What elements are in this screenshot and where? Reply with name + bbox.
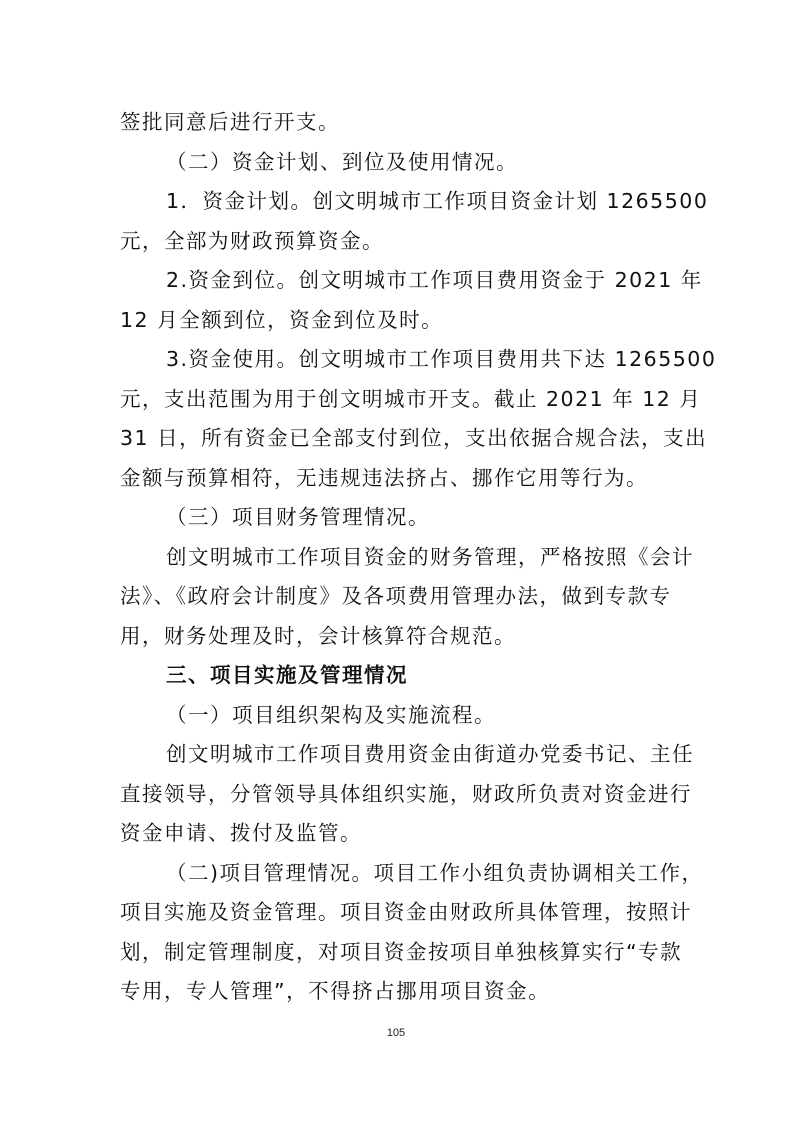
text-line-23: 专用，专人管理”，不得挤占挪用项目资金。 bbox=[120, 979, 551, 1003]
subsection-heading-funds: （二）资金计划、到位及使用情况。 bbox=[166, 150, 518, 174]
text-line-20: （二)项目管理情况。项目工作小组负责协调相关工作， bbox=[166, 861, 704, 885]
text-line-5: 2.资金到位。创文明城市工作项目费用资金于 2021 年 bbox=[166, 268, 703, 292]
text-line-12: 创文明城市工作项目资金的财务管理，严格按照《会计 bbox=[166, 545, 694, 569]
text-line-17: 创文明城市工作项目费用资金由街道办党委书记、主任 bbox=[166, 742, 694, 766]
text-line-8: 元，支出范围为用于创文明城市开支。截止 2021 年 12 月 bbox=[120, 387, 702, 411]
text-line-13: 法》、《政府会计制度》及各项费用管理办法，做到专款专 bbox=[120, 584, 672, 608]
text-line-18: 直接领导，分管领导具体组织实施，财政所负责对资金进行 bbox=[120, 782, 692, 806]
subsection-heading-organization: （一）项目组织架构及实施流程。 bbox=[166, 703, 496, 727]
subsection-heading-finance: （三）项目财务管理情况。 bbox=[166, 505, 430, 529]
text-line-4: 元，全部为财政预算资金。 bbox=[120, 229, 384, 253]
text-line-7: 3.资金使用。创文明城市工作项目费用共下达 1265500 bbox=[166, 347, 717, 371]
text-line-19: 资金申请、拨付及监管。 bbox=[120, 821, 362, 845]
text-line-21: 项目实施及资金管理。项目资金由财政所具体管理，按照计 bbox=[120, 900, 692, 924]
section-heading-implementation: 三、项目实施及管理情况 bbox=[166, 663, 408, 687]
text-line-6: 12 月全额到位，资金到位及时。 bbox=[120, 308, 444, 332]
page-number: 105 bbox=[386, 1027, 406, 1039]
text-line-1: 签批同意后进行开支。 bbox=[120, 110, 340, 134]
text-line-3: 1．资金计划。创文明城市工作项目资金计划 1265500 bbox=[166, 189, 709, 213]
text-line-9: 31 日，所有资金已全部支付到位，支出依据合规合法，支出 bbox=[120, 426, 708, 450]
text-line-10: 金额与预算相符，无违规违法挤占、挪作它用等行为。 bbox=[120, 466, 648, 490]
text-line-14: 用，财务处理及时，会计核算符合规范。 bbox=[120, 624, 516, 648]
text-line-22: 划，制定管理制度，对项目资金按项目单独核算实行“专款 bbox=[120, 940, 683, 964]
